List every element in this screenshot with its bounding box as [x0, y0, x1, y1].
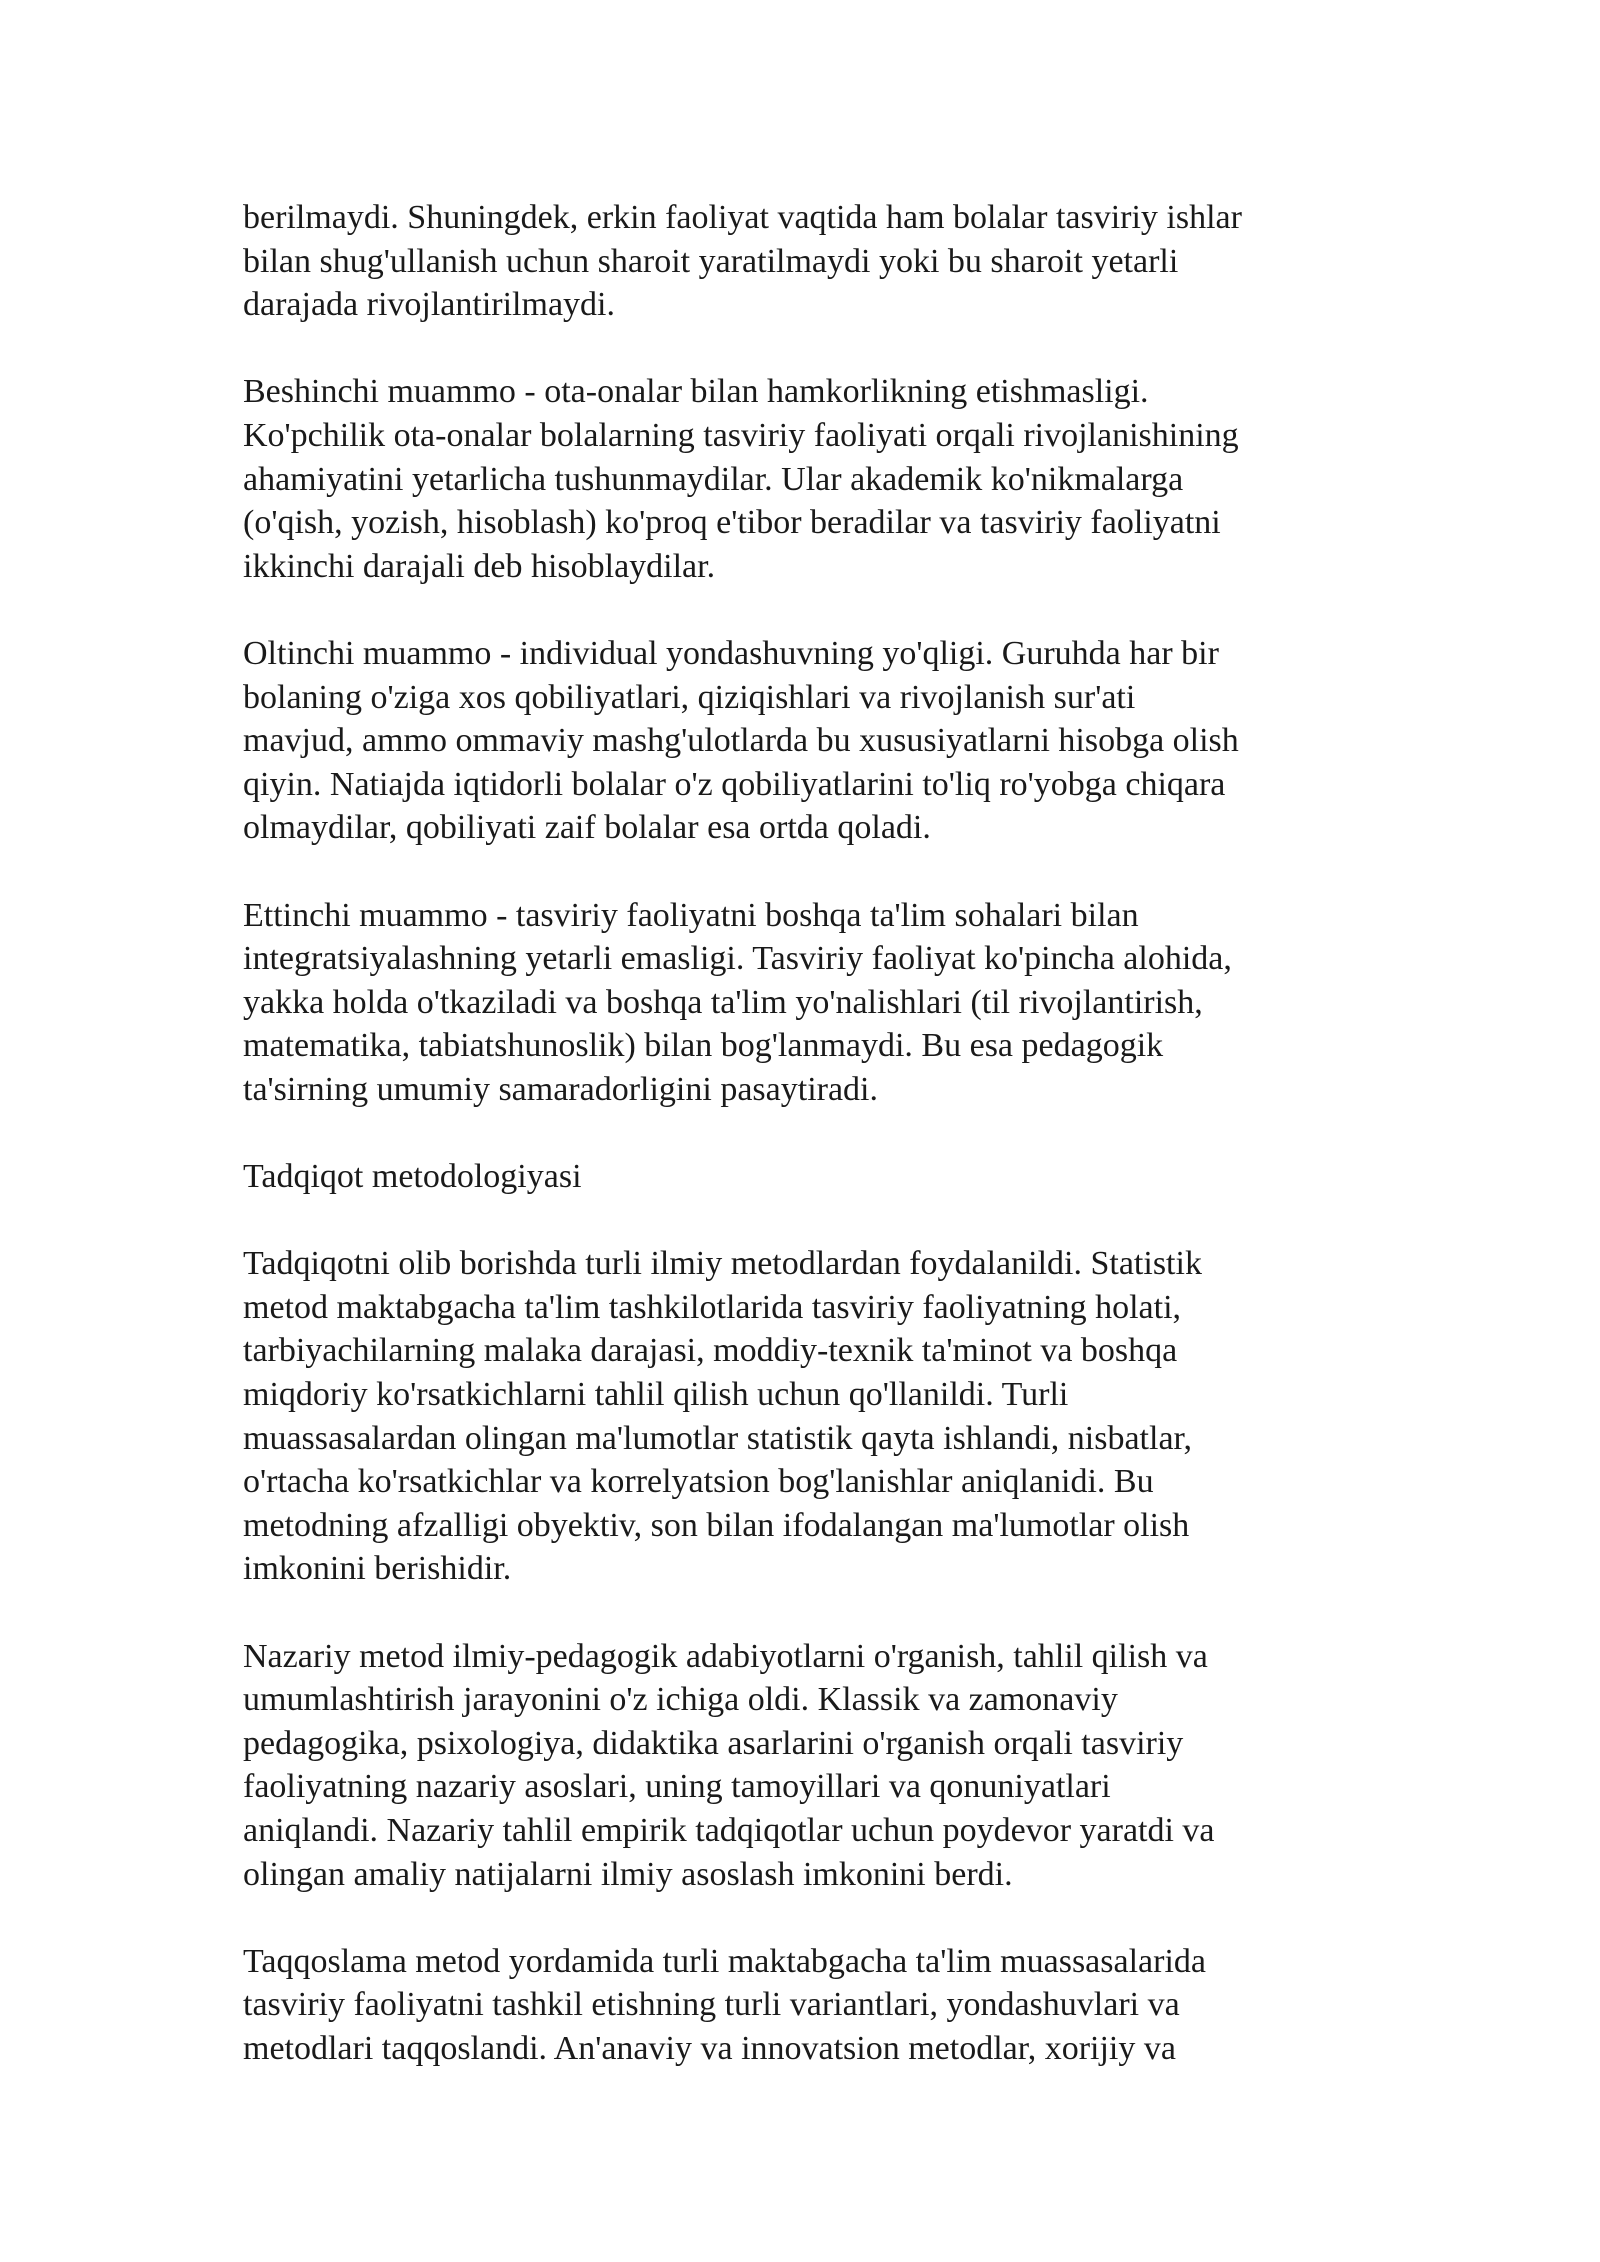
section-heading: Tadqiqot metodologiyasi — [243, 1158, 582, 1196]
paragraph-problem-5: Beshinchi muammo - ota-onalar bilan hamkorlikning etishmasligi. Ko'pchilik ota-onalar bolalarning tasviriy faoliyati orqali rivojlanishining ahamiyatini yetarlicha tushunmaydilar. Ular akademik ko'nikmalarga (o'qish, yozish, hisoblash) ko'proq e'tibor beradilar va tasviriy faoliyatni ikkinchi darajali deb hisoblaydilar. — [243, 373, 1239, 585]
paragraph-problem-5-continued: berilmaydi. Shuningdek, erkin faoliyat vaqtida ham bolalar tasviriy ishlar bilan shug'ullanish uchun sharoit yaratilmaydi yoki bu sharoit yetarli darajada rivojlantirilmaydi. — [243, 199, 1242, 324]
paragraph-problem-6: Oltinchi muammo - individual yondashuvning yo'qligi. Guruhda har bir bolaning o'ziga xos qobiliyatlari, qiziqishlari va rivojlanish sur'ati mavjud, ammo ommaviy mashg'ulotlarda bu xususiyatlarni hisobga olish qiyin. Natiajda iqtidorli bolalar o'z qobiliyatlarini to'liq ro'yobga chiqara olmaydilar, qobiliyati zaif bolalar esa ortda qoladi. — [243, 634, 1239, 847]
paragraph-theoretical-method: Nazariy metod ilmiy-pedagogik adabiyotlarni o'rganish, tahlil qilish va umumlashtirish jarayonini o'z ichiga oldi. Klassik va zamonaviy pedagogika, psixologiya, didaktika asarlarini o'rganish orqali tasviriy faoliyatning nazariy asoslari, uning tamoyillari va qonuniyatlari aniqlandi. Nazariy tahlil empirik tadqiqotlar uchun poydevor yaratdi va olingan amaliy natijalarni ilmiy asoslash imkonini berdi. — [243, 1637, 1215, 1893]
paragraph-comparative-method: Taqqoslama metod yordamida turli maktabgacha ta'lim muassasalarida tasviriy faoliyatni tashkil etishning turli variantlari, yondashuvlari va metodlari taqqoslandi. An'anaviy va innovatsion metodlar, xorijiy va — [243, 1942, 1206, 2067]
paragraph-statistical-method: Tadqiqotni olib borishda turli ilmiy metodlardan foydalanildi. Statistik metod maktabgacha ta'lim tashkilotlarida tasviriy faoliyatning holati, tarbiyachilarning malaka darajasi, moddiy-texnik ta'minot va boshqa miqdoriy ko'rsatkichlarni tahlil qilish uchun qo'llanildi. Turli muassasalardan olingan ma'lumotlar statistik qayta ishlandi, nisbatlar, o'rtacha ko'rsatkichlar va korrelyatsion bog'lanishlar aniqlanidi. Bu metodning afzalligi obyektiv, son bilan ifodalangan ma'lumotlar olish imkonini berishidir. — [243, 1245, 1202, 1588]
document-body — [243, 196, 1383, 2071]
paragraph-problem-7: Ettinchi muammo - tasviriy faoliyatni boshqa ta'lim sohalari bilan integratsiyalashning yetarli emasligi. Tasviriy faoliyat ko'pincha alohida, yakka holda o'tkaziladi va boshqa ta'lim yo'nalishlari (til rivojlantirish, matematika, tabiatshunoslik) bilan bog'lanmaydi. Bu esa pedagogik ta'sirning umumiy samaradorligini pasaytiradi. — [243, 896, 1232, 1108]
